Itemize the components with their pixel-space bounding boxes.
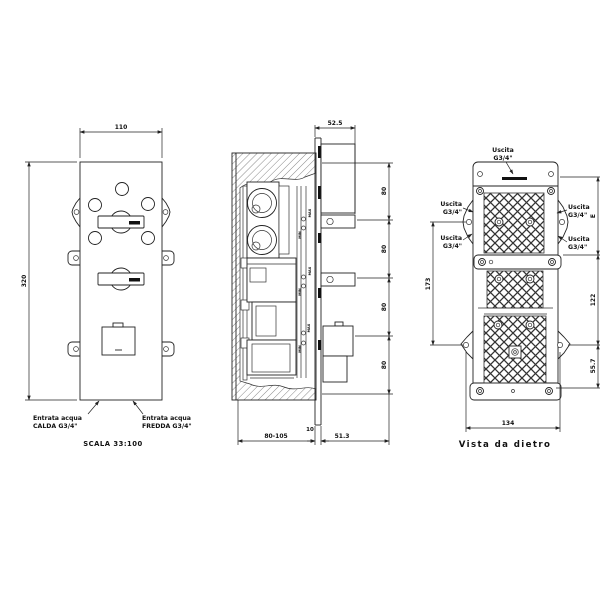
min-label: MIN bbox=[298, 345, 302, 353]
outlet-label-right-lower bbox=[558, 236, 590, 251]
scale-note: SCALA 33:100 bbox=[83, 440, 143, 448]
dim-134: 134 bbox=[501, 420, 515, 427]
front-width-dimension bbox=[80, 124, 162, 158]
back-view-caption: Vista da dietro bbox=[458, 440, 552, 450]
top-outlet-mark bbox=[502, 177, 527, 180]
handle-index-mark bbox=[129, 278, 140, 282]
dim-80-105: 80-105 bbox=[264, 433, 288, 440]
inlet-hot-text-1: Entrata acqua bbox=[33, 415, 82, 422]
dim-55-7: 55.7 bbox=[590, 358, 597, 374]
valve-body-section bbox=[241, 182, 312, 380]
outlet-text: G3/4" bbox=[442, 209, 462, 216]
dim-320: 320 bbox=[21, 274, 28, 288]
back-divider-band bbox=[474, 255, 561, 269]
section-view bbox=[232, 120, 393, 445]
front-square-port bbox=[102, 323, 135, 355]
section-bottom-dimensions bbox=[238, 394, 389, 445]
dim-80: 80 bbox=[381, 302, 388, 312]
outlet-text: Uscita bbox=[492, 147, 514, 154]
dim-80: 80 bbox=[381, 244, 388, 254]
min-label: MIN bbox=[298, 231, 302, 239]
back-view bbox=[425, 147, 600, 450]
outlet-text: Uscita bbox=[440, 201, 462, 208]
outlet-text: Uscita bbox=[440, 235, 462, 242]
outlet-text: Uscita bbox=[568, 204, 590, 211]
handle-index-mark bbox=[129, 221, 140, 225]
outlet-text: G3/4" bbox=[442, 243, 462, 250]
inlet-hot-text-2: CALDA G3/4" bbox=[33, 423, 78, 430]
inlet-cold-text-2: FREDDA G3/4" bbox=[142, 423, 192, 430]
section-controls bbox=[321, 144, 355, 382]
max-label: MAX bbox=[308, 208, 312, 218]
dim-122: 122 bbox=[590, 293, 597, 307]
outlet-text: Uscita bbox=[568, 236, 590, 243]
dim-80: 80 bbox=[381, 360, 388, 370]
inlet-cold-text-1: Entrata acqua bbox=[142, 415, 191, 422]
dim-52-5: 52.5 bbox=[327, 120, 343, 127]
front-height-dimension bbox=[21, 162, 77, 400]
dim-51-3: 51.3 bbox=[334, 433, 350, 440]
min-label: MIN bbox=[298, 288, 302, 296]
outlet-text: G3/4" bbox=[493, 155, 513, 162]
dim-e: E bbox=[590, 213, 597, 219]
outlet-text: G3/4" bbox=[568, 244, 588, 251]
front-view bbox=[21, 124, 192, 448]
max-label: MAX bbox=[308, 266, 312, 276]
inlet-cold-label bbox=[133, 401, 192, 430]
outlet-text: G3/4" bbox=[568, 212, 588, 219]
dim-10: 10 bbox=[306, 427, 314, 433]
inlet-hot-label bbox=[33, 401, 99, 430]
dim-173: 173 bbox=[425, 277, 432, 291]
dim-80: 80 bbox=[381, 186, 388, 196]
dim-110: 110 bbox=[114, 124, 128, 131]
max-label: MAX bbox=[307, 323, 311, 333]
